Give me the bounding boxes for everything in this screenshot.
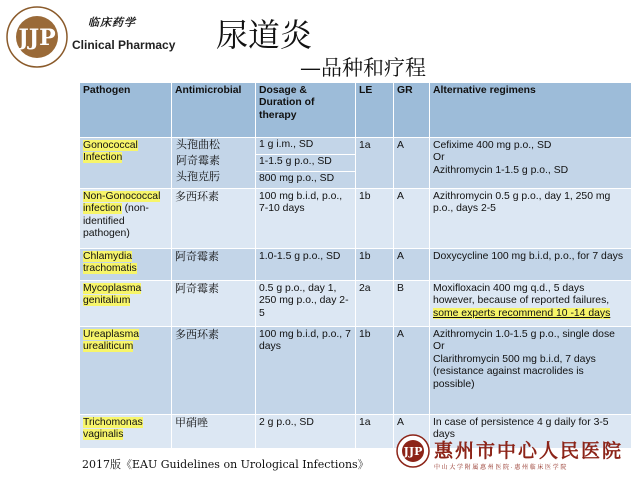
alt-cell: Moxifloxacin 400 mg q.d., 5 days however, because of reported failures, some experts recommend 10 -14 days xyxy=(430,281,632,327)
header-gr: GR xyxy=(394,83,430,138)
le-cell: 1b xyxy=(356,249,394,281)
antimicrobial-cell: 甲硝唑 xyxy=(172,415,256,449)
header-alternative: Alternative regimens xyxy=(430,83,632,138)
pathogen-cell: Gonococcal Infection xyxy=(80,138,172,189)
table-row xyxy=(80,138,632,189)
antimicrobial-cell: 阿奇霉素 xyxy=(172,249,256,281)
header-le: LE xyxy=(356,83,394,138)
le-cell: 1a xyxy=(356,415,394,449)
treatment-table xyxy=(79,82,632,449)
slide-subtitle: —品种和疗程 xyxy=(300,56,426,80)
gr-cell: A xyxy=(394,415,430,449)
antimicrobial-cell: 头孢曲松 阿奇霉素 头孢克肟 xyxy=(172,138,256,189)
pathogen-cell: Trichomonas vaginalis xyxy=(80,415,172,449)
dosage-cell: 0.5 g p.o., day 1, 250 mg p.o., day 2-5 xyxy=(256,281,356,327)
header-antimicrobial: Antimicrobial xyxy=(172,83,256,138)
le-cell: 1a xyxy=(356,138,394,189)
dosage-cell: 1 g i.m., SD 1-1.5 g p.o., SD 800 mg p.o., SD xyxy=(256,138,356,189)
hospital-subtitle: 中 山 大 学 附 属 惠 州 医 院 · 惠 州 临 床 医 学 院 xyxy=(434,465,567,471)
table-row xyxy=(80,281,632,327)
table-row xyxy=(80,327,632,415)
dosage-cell: 2 g p.o., SD xyxy=(256,415,356,449)
antimicrobial-cell: 阿奇霉素 xyxy=(172,281,256,327)
brand-chinese: 临床药学 xyxy=(88,16,136,29)
gr-cell: A xyxy=(394,327,430,415)
pathogen-cell: Ureaplasma urealiticum xyxy=(80,327,172,415)
svg-text:JJP: JJP xyxy=(18,25,56,51)
svg-text:JJP: JJP xyxy=(403,445,423,458)
table-header-row xyxy=(80,83,632,138)
header-dosage: Dosage & Duration of therapy xyxy=(256,83,356,138)
gr-cell: A xyxy=(394,249,430,281)
alt-cell: Doxycycline 100 mg b.i.d, p.o., for 7 days xyxy=(430,249,632,281)
alt-cell: In case of persistence 4 g daily for 3-5 days xyxy=(430,415,632,449)
le-cell: 1b xyxy=(356,189,394,249)
hospital-name: 惠州市中心人民医院 xyxy=(434,440,624,462)
dosage-cell: 1.0-1.5 g p.o., SD xyxy=(256,249,356,281)
header-pathogen: Pathogen xyxy=(80,83,172,138)
alt-cell: Cefixime 400 mg p.o., SD Or Azithromycin 1-1.5 g p.o., SD xyxy=(430,138,632,189)
antimicrobial-cell: 多西环素 xyxy=(172,327,256,415)
clinical-pharmacy-logo xyxy=(6,6,68,68)
le-cell: 2a xyxy=(356,281,394,327)
source-citation: 2017版《EAU Guidelines on Urological Infections》 xyxy=(82,458,369,471)
pathogen-cell: Mycoplasma genitalium xyxy=(80,281,172,327)
pathogen-cell: Non-Gonococcal infection (non-identified pathogen) xyxy=(80,189,172,249)
le-cell: 1b xyxy=(356,327,394,415)
alt-cell: Azithromycin 0.5 g p.o., day 1, 250 mg p.o., days 2-5 xyxy=(430,189,632,249)
highlighted-recommendation: some experts recommend 10 -14 days xyxy=(433,307,611,319)
gr-cell: B xyxy=(394,281,430,327)
gr-cell: A xyxy=(394,138,430,189)
antimicrobial-cell: 多西环素 xyxy=(172,189,256,249)
brand-english: Clinical Pharmacy xyxy=(72,38,176,52)
table-row xyxy=(80,189,632,249)
dosage-cell: 100 mg b.i.d, p.o., 7-10 days xyxy=(256,189,356,249)
gr-cell: A xyxy=(394,189,430,249)
dosage-cell: 100 mg b.i.d, p.o., 7 days xyxy=(256,327,356,415)
table-row xyxy=(80,249,632,281)
alt-cell: Azithromycin 1.0-1.5 g p.o., single dose Or Clarithromycin 500 mg b.i.d, 7 days (resistance against macrolides is possible) xyxy=(430,327,632,415)
hospital-logo xyxy=(396,434,430,468)
pathogen-cell: Chlamydia trachomatis xyxy=(80,249,172,281)
slide-title: 尿道炎 xyxy=(216,16,313,54)
